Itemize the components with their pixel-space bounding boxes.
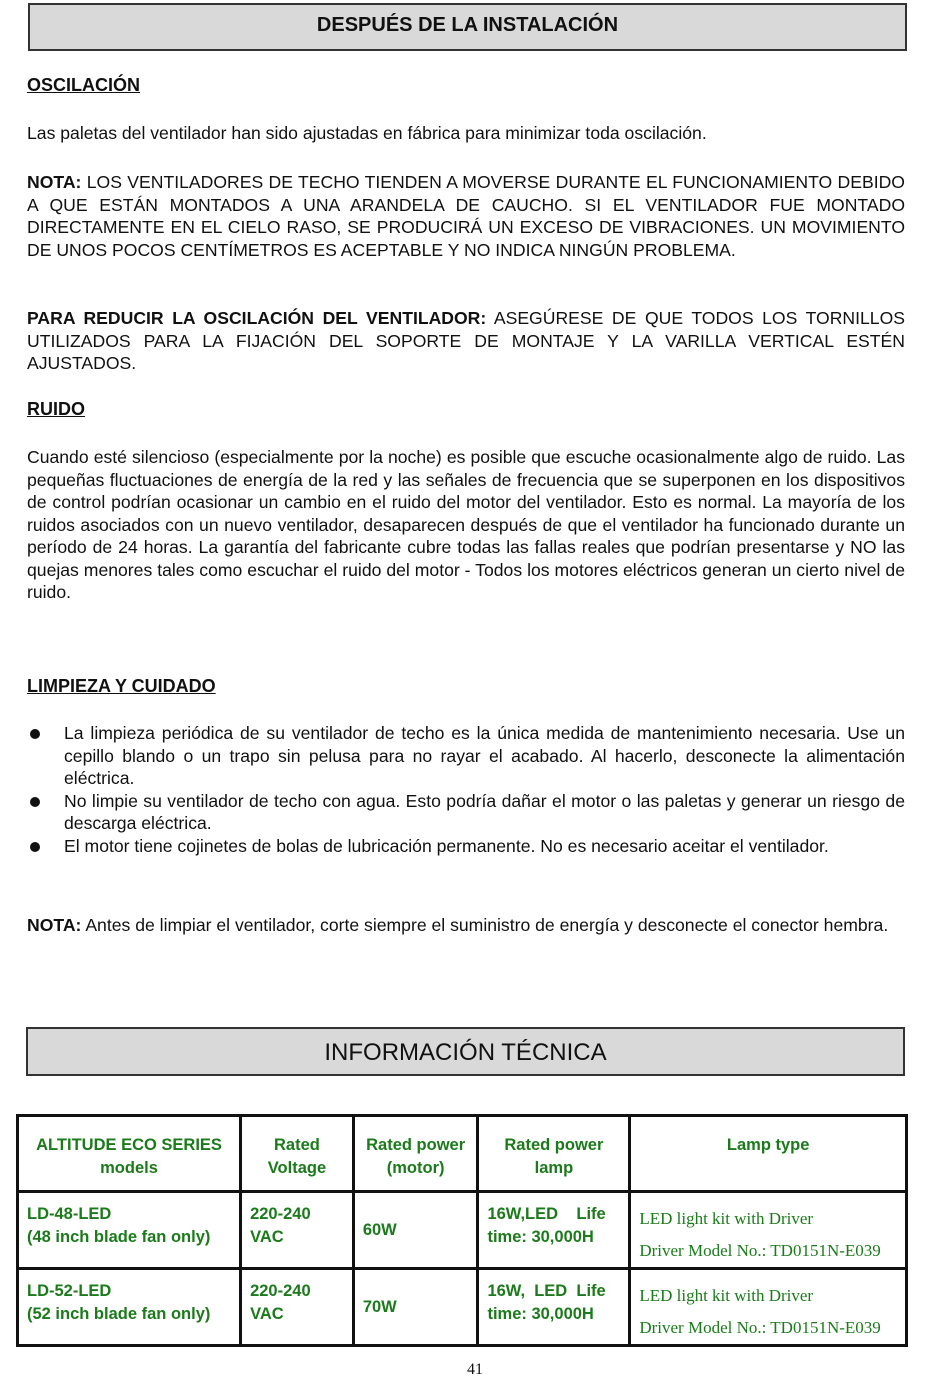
bullet-icon — [30, 842, 40, 852]
model-note: (48 inch blade fan only) — [27, 1228, 211, 1246]
bullet-icon — [30, 797, 40, 807]
lamp-kit-line: LED light kit with Driver — [639, 1286, 814, 1305]
model-cell — [18, 1269, 241, 1346]
technical-table — [16, 1114, 908, 1347]
lamp-power-line: 16W, LED Life — [487, 1282, 606, 1300]
driver-model-line: Driver Model No.: TD0151N-E039 — [639, 1318, 881, 1337]
voltage-unit: VAC — [250, 1228, 284, 1246]
lamp-type-cell — [630, 1269, 907, 1346]
oscilacion-paragraph: Las paletas del ventilador han sido ajustadas en fábrica para minimizar toda oscilación. — [27, 123, 707, 143]
voltage-value: 220-240 — [250, 1205, 311, 1223]
oscilacion-heading: OSCILACIÓN — [27, 75, 141, 95]
table-row — [18, 1269, 907, 1346]
ruido-heading: RUIDO — [27, 399, 85, 419]
header-cell-voltage: Rated Voltage — [241, 1116, 354, 1192]
limpieza-note — [27, 909, 905, 941]
table-header-row — [18, 1116, 907, 1192]
list-item-text: La limpieza periódica de su ventilador de techo es la única medida de mantenimiento necesaria. Use un cepillo blando o un trapo sin pelusa para no rayar el acabado. Al hacerlo, desconecte la alimentación eléctrica. — [64, 723, 905, 788]
page-title: DESPUÉS DE LA INSTALACIÓN — [28, 3, 907, 51]
ruido-paragraph: Cuando esté silencioso (especialmente por la noche) es posible que escuche ocasionalmente algo de ruido. Las pequeñas fluctuaciones de energía de la red y las señales de frecuencia que se superponen en los dispositivos de control podrían ocasionar un cambio en el ruido del motor del ventilador. Esto es normal. La mayoría de los ruidos asociados con un nuevo ventilador, desaparecen después de que el ventilador ha funcionado durante un período de 24 horas. La garantía del fabricante cubre todas las fallas reales que podrían presentarse y NO las quejas menores tales como escuchar el ruido del motor - Todos los motores eléctricos generan un cierto nivel de ruido. — [27, 447, 905, 602]
oscilacion-note — [27, 171, 905, 261]
voltage-value: 220-240 — [250, 1282, 311, 1300]
reducir-paragraph — [27, 307, 905, 375]
driver-model-line: Driver Model No.: TD0151N-E039 — [639, 1241, 881, 1260]
limpieza-heading: LIMPIEZA Y CUIDADO — [27, 676, 216, 696]
reducir-text: ASEGÚRESE DE QUE TODOS LOS TORNILLOS UTILIZADOS PARA LA FIJACIÓN DEL SOPORTE DE MONTAJE Y LA VARILLA VERTICAL ESTÉN AJUSTADOS. — [27, 308, 905, 373]
list-item-text: El motor tiene cojinetes de bolas de lubricación permanente. No es necesario aceitar el ventilador. — [64, 835, 829, 856]
bullet-icon — [30, 729, 40, 739]
page-number: 41 — [467, 1361, 483, 1378]
lamp-power-cell — [478, 1269, 630, 1346]
lamp-power-cell — [478, 1192, 630, 1269]
table-row — [18, 1192, 907, 1269]
note-label: NOTA: — [27, 172, 82, 192]
model-name: LD-52-LED — [27, 1282, 112, 1300]
voltage-unit: VAC — [250, 1305, 284, 1323]
lamp-kit-line: LED light kit with Driver — [639, 1209, 814, 1228]
model-note: (52 inch blade fan only) — [27, 1305, 211, 1323]
motor-power-cell: 60W — [353, 1192, 478, 1269]
reducir-label: PARA REDUCIR LA OSCILACIÓN DEL VENTILADOR: — [27, 308, 487, 328]
voltage-cell — [241, 1192, 354, 1269]
list-item-text: No limpie su ventilador de techo con agua. Esto podría dañar el motor o las paletas y generar un riesgo de descarga eléctrica. — [64, 790, 905, 833]
motor-power-cell: 70W — [353, 1269, 478, 1346]
note-label: NOTA: — [27, 915, 82, 935]
header-cell-motor-power: Rated power (motor) — [353, 1116, 478, 1192]
model-cell — [18, 1192, 241, 1269]
list-item — [27, 835, 905, 858]
lamp-life-line: time: 30,000H — [487, 1305, 594, 1323]
header-cell-lamp-type: Lamp type — [630, 1116, 907, 1192]
header-cell-models: ALTITUDE ECO SERIES models — [18, 1116, 241, 1192]
list-item — [27, 722, 905, 790]
limpieza-list — [27, 722, 905, 857]
lamp-life-line: time: 30,000H — [487, 1228, 594, 1246]
list-item — [27, 790, 905, 835]
section-title-tecnica: INFORMACIÓN TÉCNICA — [26, 1027, 905, 1076]
model-name: LD-48-LED — [27, 1205, 112, 1223]
lamp-type-cell — [630, 1192, 907, 1269]
note-text: Antes de limpiar el ventilador, corte siempre el suministro de energía y desconecte el conector hembra. — [81, 915, 889, 935]
header-cell-lamp-power: Rated power lamp — [478, 1116, 630, 1192]
note-text: LOS VENTILADORES DE TECHO TIENDEN A MOVERSE DURANTE EL FUNCIONAMIENTO DEBIDO A QUE ESTÁN MONTADOS A UNA ARANDELA DE CAUCHO. SI EL VENTILADOR FUE MONTADO DIRECTAMENTE EN EL CIELO RASO, SE PRODUCIRÁ UN EXCESO DE VIBRACIONES. UN MOVIMIENTO DE UNOS POCOS CENTÍMETROS ES ACEPTABLE Y NO INDICA NINGÚN PROBLEMA. — [27, 172, 905, 260]
lamp-power-line: 16W,LED Life — [487, 1205, 606, 1223]
voltage-cell — [241, 1269, 354, 1346]
